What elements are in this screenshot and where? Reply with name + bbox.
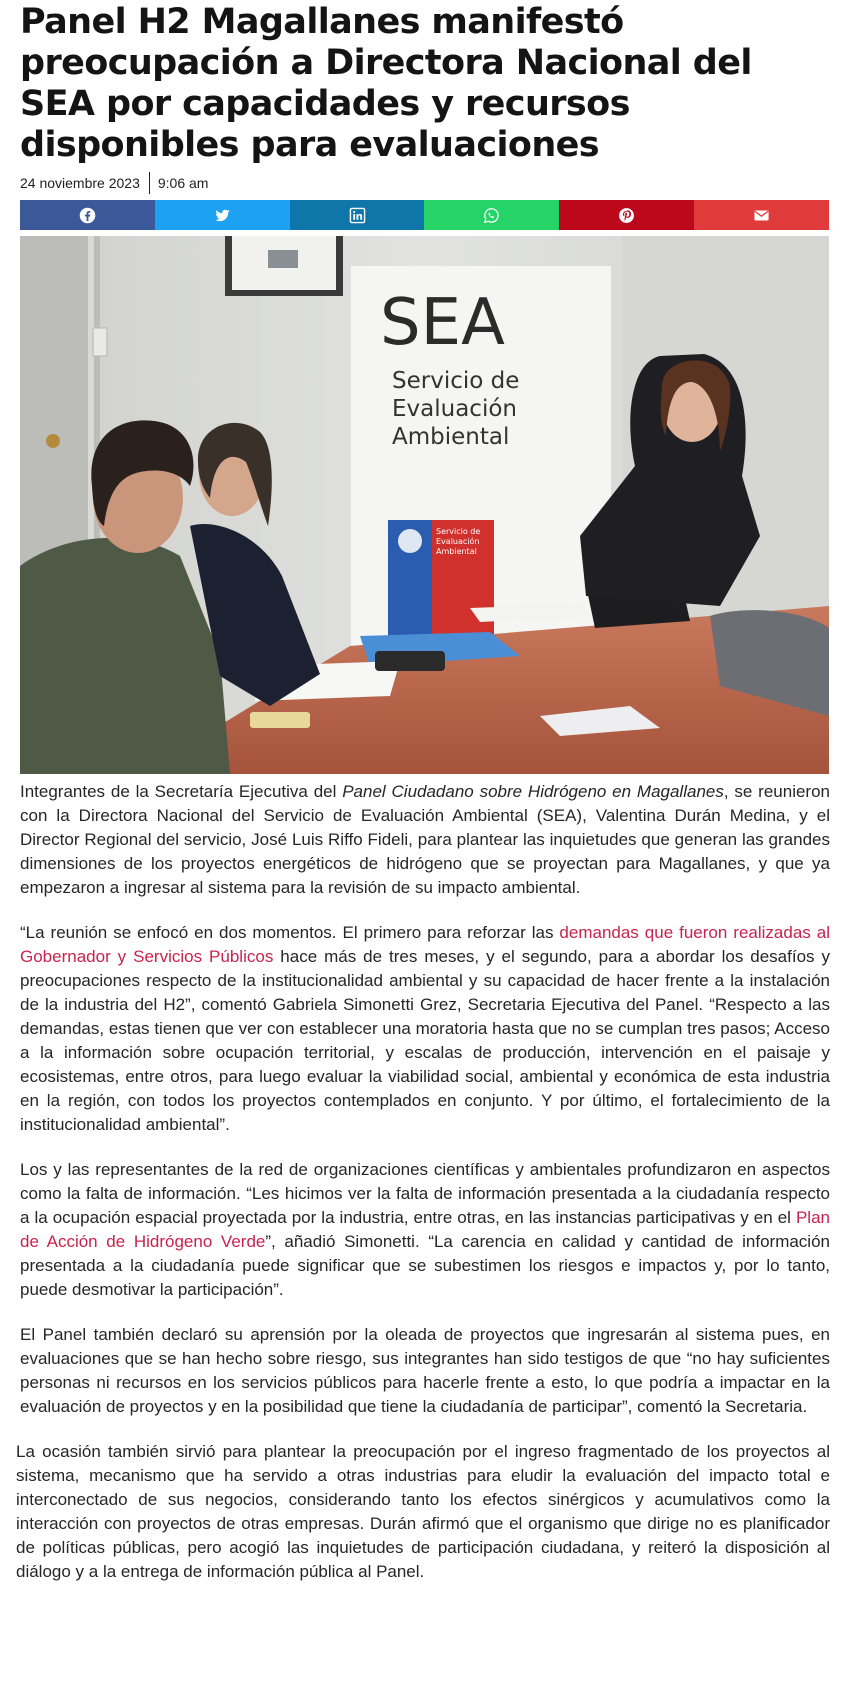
share-email-button[interactable] [694,200,829,230]
demandas-link[interactable]: demandas que fueron realizadas al Gobernador y Servicios Públicos [20,923,830,966]
article-body [16,780,831,1605]
article-photo [20,236,829,774]
whatsapp-icon [483,207,500,224]
banner-line-3: Ambiental [392,424,510,450]
paragraph-5: La ocasión también sirvió para plantear la preocupación por el ingreso fragmentado de los proyectos al sistema, mecanismo que ha servido a otras industrias para eludir la evaluación del impacto total e interconectado de sus negocios, considerando tanto los efectos sinérgicos y acumulativos como la interacción con proyectos de otras empresas. Durán afirmó que el organismo que dirige no es planificador de políticas públicas, pero acogió las inquietudes de participación ciudadana, y reiteró la disposición al diálogo y a la entrega de información pública al Panel. [16,1442,830,1581]
banner-title: SEA [380,286,505,360]
article-title: Panel H2 Magallanes manifestó preocupación a Directora Nacional del SEA por capacidades y recursos disponibles para evaluaciones [20,2,752,165]
logo-line-3: Ambiental [436,547,477,556]
meeting-photo-illustration [20,236,829,774]
share-twitter-button[interactable] [155,200,290,230]
banner-line-2: Evaluación [392,396,517,422]
share-bar [20,200,829,230]
share-whatsapp-button[interactable] [424,200,559,230]
twitter-icon [214,207,231,224]
article-time: 9:06 am [157,175,209,191]
email-icon [753,207,770,224]
paragraph-4: El Panel también declaró su aprensión por la oleada de proyectos que ingresarán al sistema pues, en evaluaciones que se han hecho sobre riesgo, sus integrantes han sido testigos de que “no hay suficientes personas ni recursos en los servicios públicos para hacerle frente a esto, lo que podría a impactar en la evaluación de proyectos y en la posibilidad que tiene la ciudadanía de participar”, comentó la Secretaria. [20,1325,830,1416]
share-facebook-button[interactable] [20,200,155,230]
meta-divider [149,172,150,194]
share-linkedin-button[interactable] [290,200,425,230]
facebook-icon [79,207,96,224]
pinterest-icon [618,207,635,224]
paragraph-1: Integrantes de la Secretaría Ejecutiva del Panel Ciudadano sobre Hidrógeno en Magallanes, se reunieron con la Directora Nacional del Servicio de Evaluación Ambiental (SEA), Valentina Durán Medina, y el Director Regional del servicio, José Luis Riffo Fideli, para plantear las inquietudes que generan las grandes dimensiones de los proyectos energéticos de hidrógeno que se proyectan para Magallanes, y que ya empezaron a ingresar al sistema para la revisión de su impacto ambiental. [20,782,831,897]
linkedin-icon [349,207,366,224]
plan-accion-link[interactable]: Plan de Acción de Hidrógeno Verde [20,1208,830,1251]
article-meta [20,172,208,194]
door-knob [46,434,60,448]
banner-line-1: Servicio de [392,368,520,394]
article-date: 24 noviembre 2023 [20,175,140,191]
logo-line-1: Servicio de [436,527,481,536]
paragraph-2: “La reunión se enfocó en dos momentos. El primero para reforzar las demandas que fueron realizadas al Gobernador y Servicios Públicos hace más de tres meses, y el segundo, para a abordar los desafíos y preocupaciones respecto de la institucionalidad ambiental y su capacidad de hacer frente a la instalación de la industria del H2”, comentó Gabriela Simonetti Grez, Secretaria Ejecutiva del Panel. “Respecto a las demandas, estas tienen que ver con establecer una moratoria hasta que no se cumplan tres pasos; Acceso a la información sobre ocupación territorial, y escalas de producción, intervención en el paisaje y ecosistemas, entre otros, para luego evaluar la viabilidad social, ambiental y económica de esta industria en la región, con todos los proyectos contemplados en conjunto. Y por último, el fortalecimiento de la institucionalidad ambiental”. [20,923,830,1134]
panel-name-emphasis: Panel Ciudadano sobre Hidrógeno en Magallanes [342,782,724,801]
logo-line-2: Evaluación [436,537,480,546]
share-pinterest-button[interactable] [559,200,694,230]
paragraph-3: Los y las representantes de la red de organizaciones científicas y ambientales profundizaron en aspectos como la falta de información. “Les hicimos ver la falta de información presentada a la ciudadanía respecto a la ocupación espacial proyectada por la industria, entre otras, en las instancias participativas y en el Plan de Acción de Hidrógeno Verde”, añadió Simonetti. “La carencia en calidad y cantidad de información presentada a la ciudadanía puede significar que se subestimen los riesgos e impactos y, por lo tanto, puede desmotivar la participación”. [20,1160,830,1299]
